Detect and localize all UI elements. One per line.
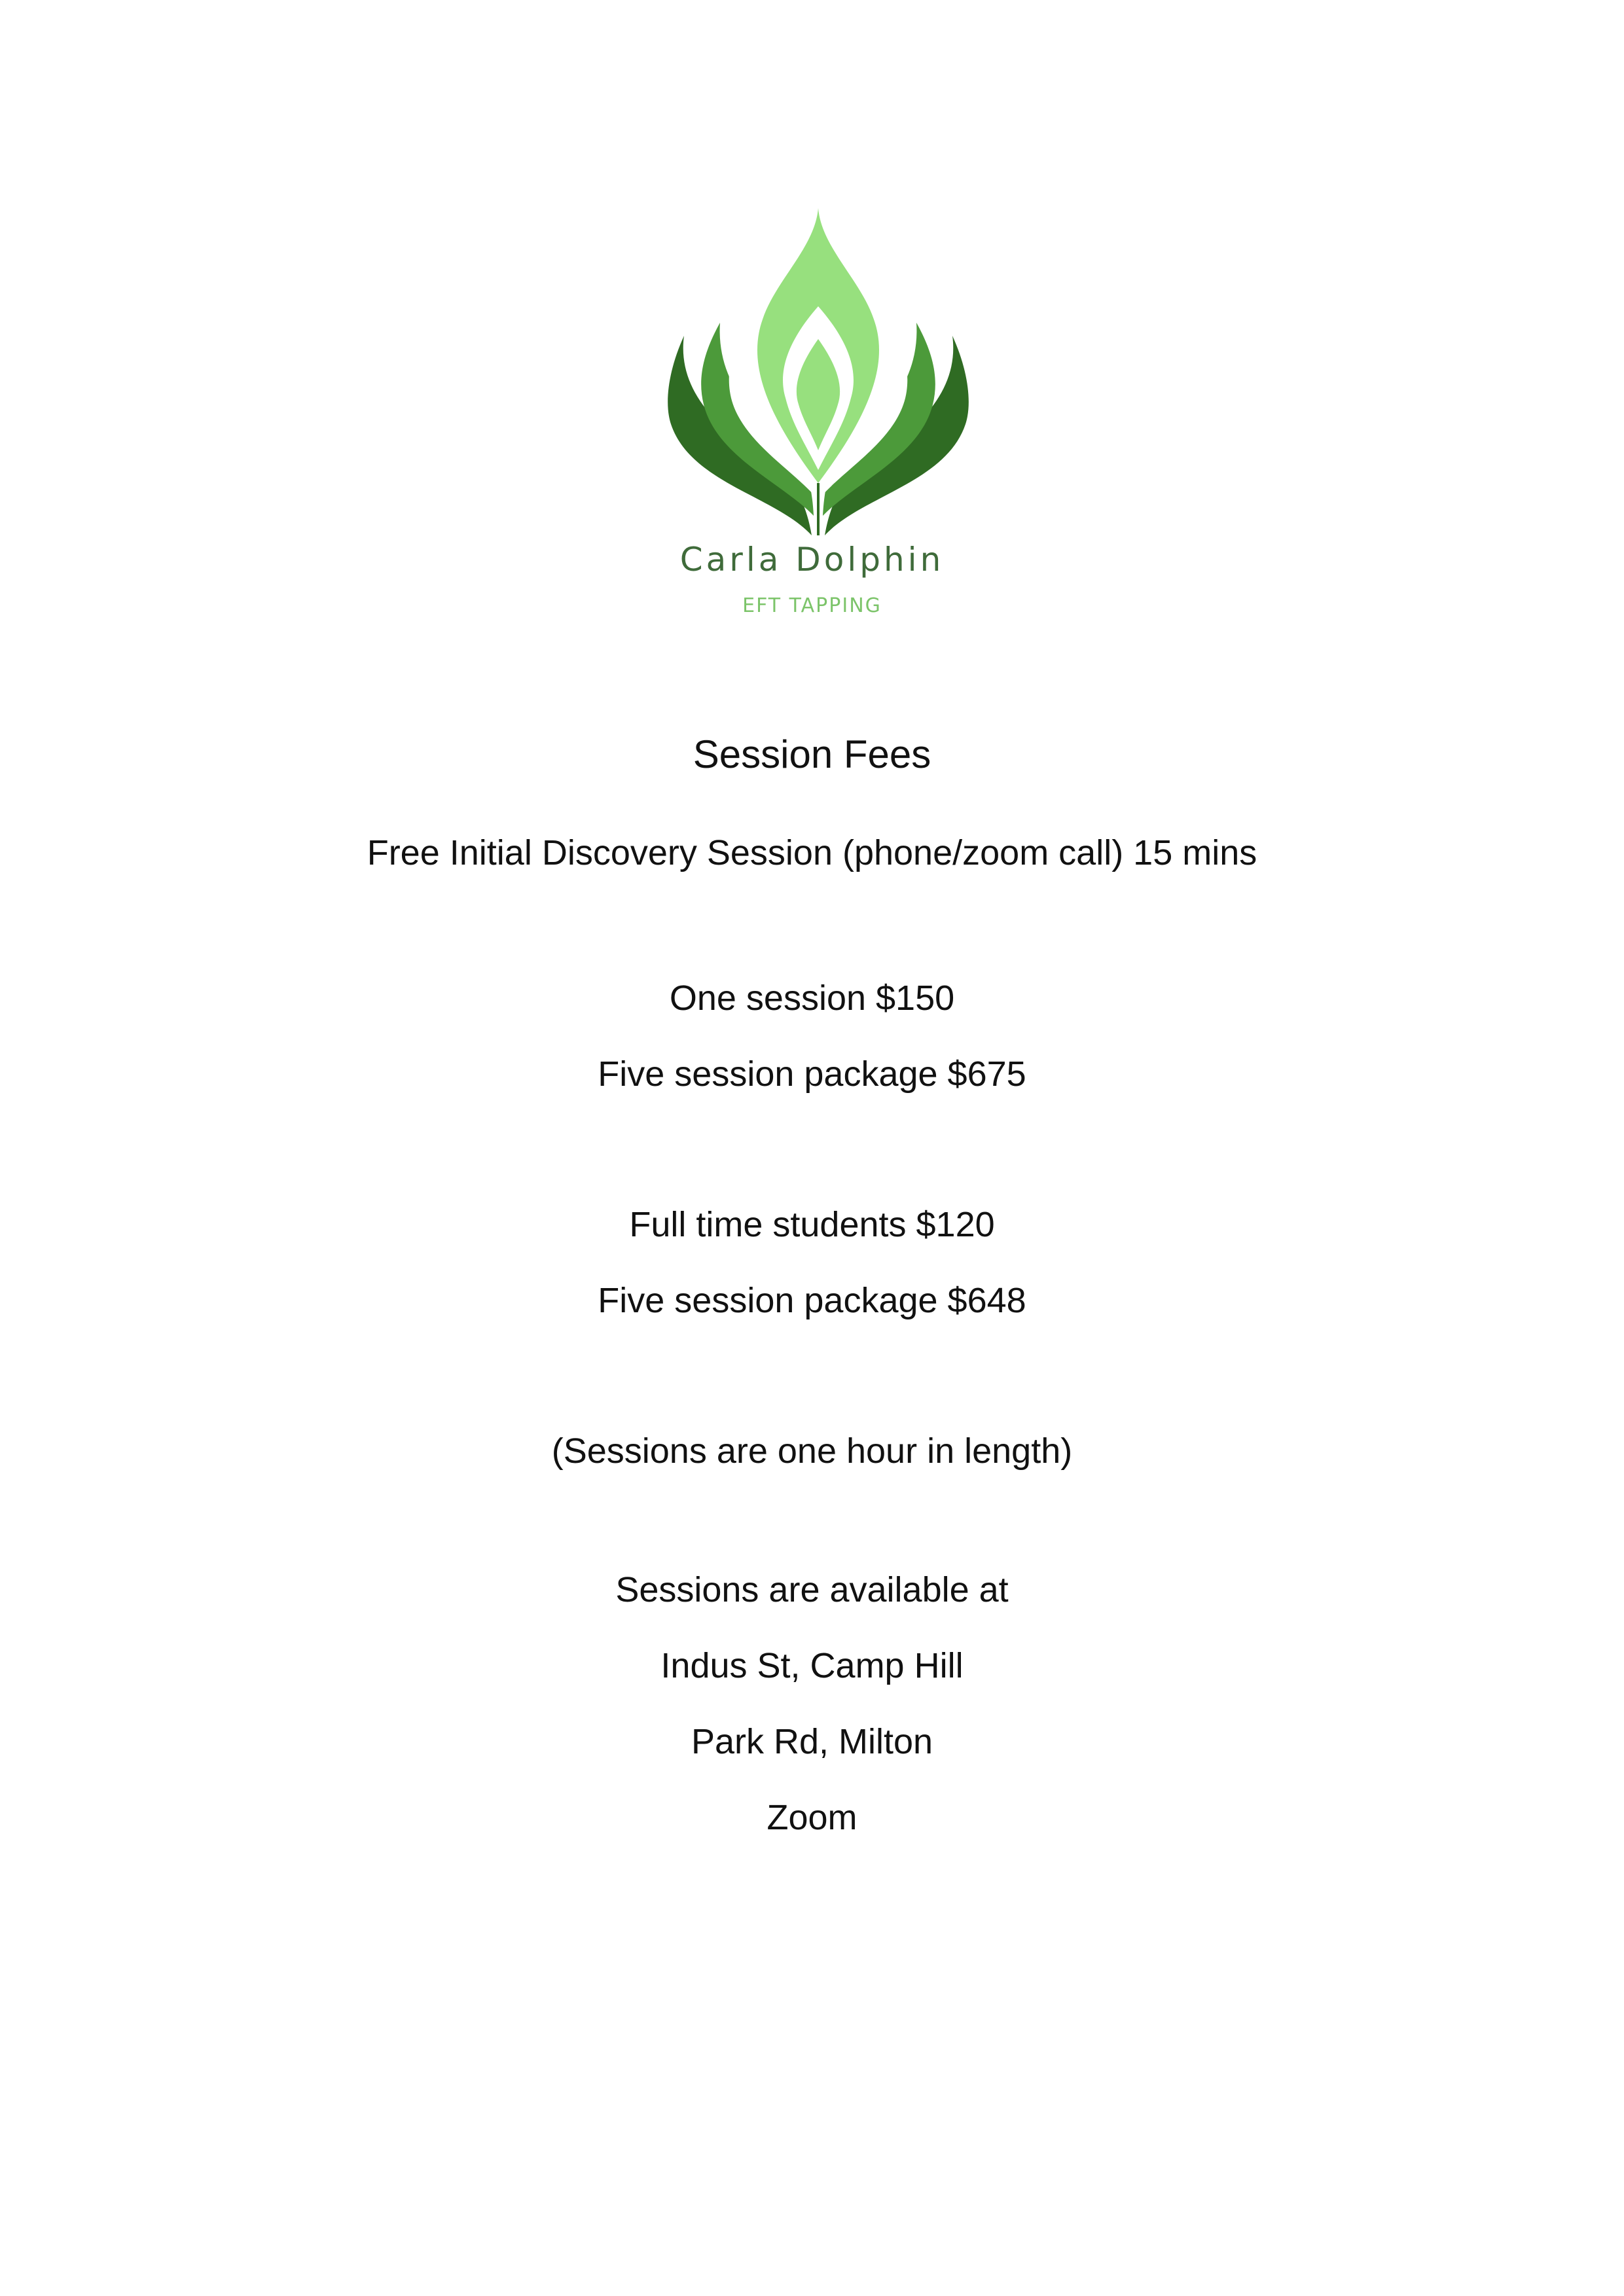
session-duration-note: (Sessions are one hour in length) [551, 1431, 1073, 1471]
brand-name: Carla Dolphin [679, 541, 945, 579]
lotus-leaf-icon [664, 208, 972, 542]
one-session-price: One session $150 [669, 978, 955, 1018]
five-session-package-price: Five session package $675 [598, 1054, 1026, 1094]
student-package-price: Five session package $648 [598, 1281, 1026, 1320]
location-item: Park Rd, Milton [691, 1722, 933, 1761]
brand-subtitle: EFT TAPPING [742, 594, 882, 617]
discovery-session-line: Free Initial Discovery Session (phone/zoom call) 15 mins [367, 833, 1257, 872]
location-item: Indus St, Camp Hill [660, 1646, 964, 1685]
locations-heading: Sessions are available at [615, 1570, 1009, 1609]
page-title: Session Fees [693, 732, 931, 776]
student-session-price: Full time students $120 [629, 1205, 995, 1244]
location-item: Zoom [767, 1798, 857, 1837]
stem-line [817, 483, 820, 535]
